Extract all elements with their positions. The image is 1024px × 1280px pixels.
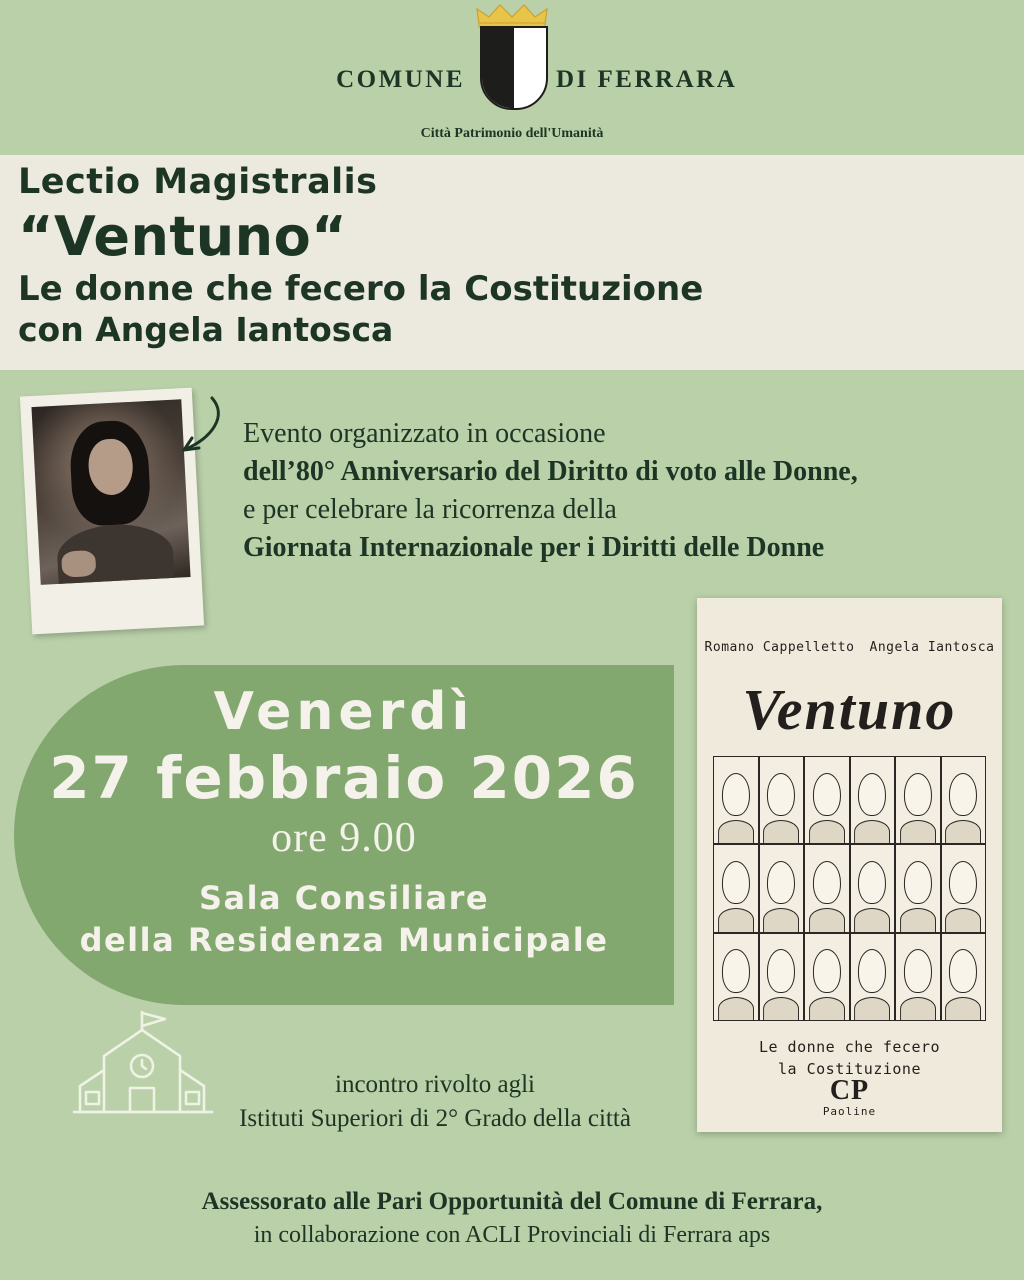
book-authors [697, 640, 1002, 655]
paoline-logo-icon: CP [829, 1075, 870, 1106]
footer-line-2: in collaborazione con ACLI Provinciali di Ferrara aps [253, 1222, 771, 1248]
portrait-cell [759, 933, 805, 1021]
portrait-cell [713, 756, 759, 844]
comune-label-left: COMUNE [336, 66, 465, 93]
event-time: ore 9.00 [271, 815, 417, 861]
book-subtitle [697, 1036, 1002, 1080]
comune-label-right: DI FERRARA [556, 66, 738, 93]
portrait-cell [895, 756, 941, 844]
title-speaker: con Angela Iantosca [18, 310, 394, 349]
portrait-cell [941, 756, 987, 844]
occasion-line-3: e per celebrare la ricorrenza della [243, 494, 617, 525]
ferrara-coat-of-arms-icon [462, 4, 562, 124]
portrait-cell [941, 844, 987, 932]
book-author-right: Angela Iantosca [869, 640, 995, 655]
header [0, 0, 1024, 155]
event-details [14, 665, 674, 1005]
occasion-line-2: dell’80° Anniversario del Diritto di voto alle Donne, [243, 456, 858, 487]
book-cover [697, 598, 1002, 1132]
book-faces-grid [713, 756, 986, 1021]
book-publisher-name: Paoline [822, 1105, 877, 1118]
portrait-cell [804, 933, 850, 1021]
audience-line-1: incontro rivolto agli [335, 1071, 535, 1098]
book-author-left: Romano Cappelletto [704, 640, 855, 655]
book-title: Ventuno [742, 677, 957, 742]
comune-subtitle: Città Patrimonio dell'Umanità [420, 126, 604, 141]
portrait-cell [759, 756, 805, 844]
book-publisher [697, 1077, 1002, 1118]
event-weekday: Venerdì [213, 682, 475, 742]
portrait-cell [804, 756, 850, 844]
book-subtitle-line-2: la Costituzione [778, 1060, 921, 1078]
title-subtitle: Le donne che fecero la Costituzione [18, 269, 704, 309]
occasion-line-1: Evento organizzato in occasione [243, 418, 606, 449]
avatar [31, 399, 190, 585]
footer [0, 1185, 1024, 1251]
portrait-cell [713, 933, 759, 1021]
portrait-cell [759, 844, 805, 932]
audience-note [185, 1068, 685, 1136]
portrait-cell [941, 933, 987, 1021]
event-venue-line-1: Sala Consiliare [198, 879, 490, 917]
occasion-line-4: Giornata Internazionale per i Diritti delle Donne [243, 532, 825, 563]
portrait-cell [713, 844, 759, 932]
occasion-text [243, 415, 1003, 567]
audience-line-2: Istituti Superiori di 2° Grado della città [239, 1105, 631, 1132]
book-subtitle-line-1: Le donne che fecero [758, 1038, 941, 1056]
crown-icon [476, 4, 548, 28]
speaker-photo [20, 388, 204, 635]
page-title: “Ventuno“ [18, 205, 348, 268]
portrait-cell [804, 844, 850, 932]
footer-line-1: Assessorato alle Pari Opportunità del Comune di Ferrara, [201, 1188, 823, 1215]
portrait-cell [895, 844, 941, 932]
portrait-cell [850, 756, 896, 844]
shield-icon [480, 26, 548, 110]
portrait-cell [850, 844, 896, 932]
title-kicker: Lectio Magistralis [18, 162, 378, 202]
event-date: 27 febbraio 2026 [49, 744, 639, 812]
portrait-cell [850, 933, 896, 1021]
portrait-cell [895, 933, 941, 1021]
event-venue-line-2: della Residenza Municipale [79, 921, 609, 959]
title-block [18, 160, 998, 350]
